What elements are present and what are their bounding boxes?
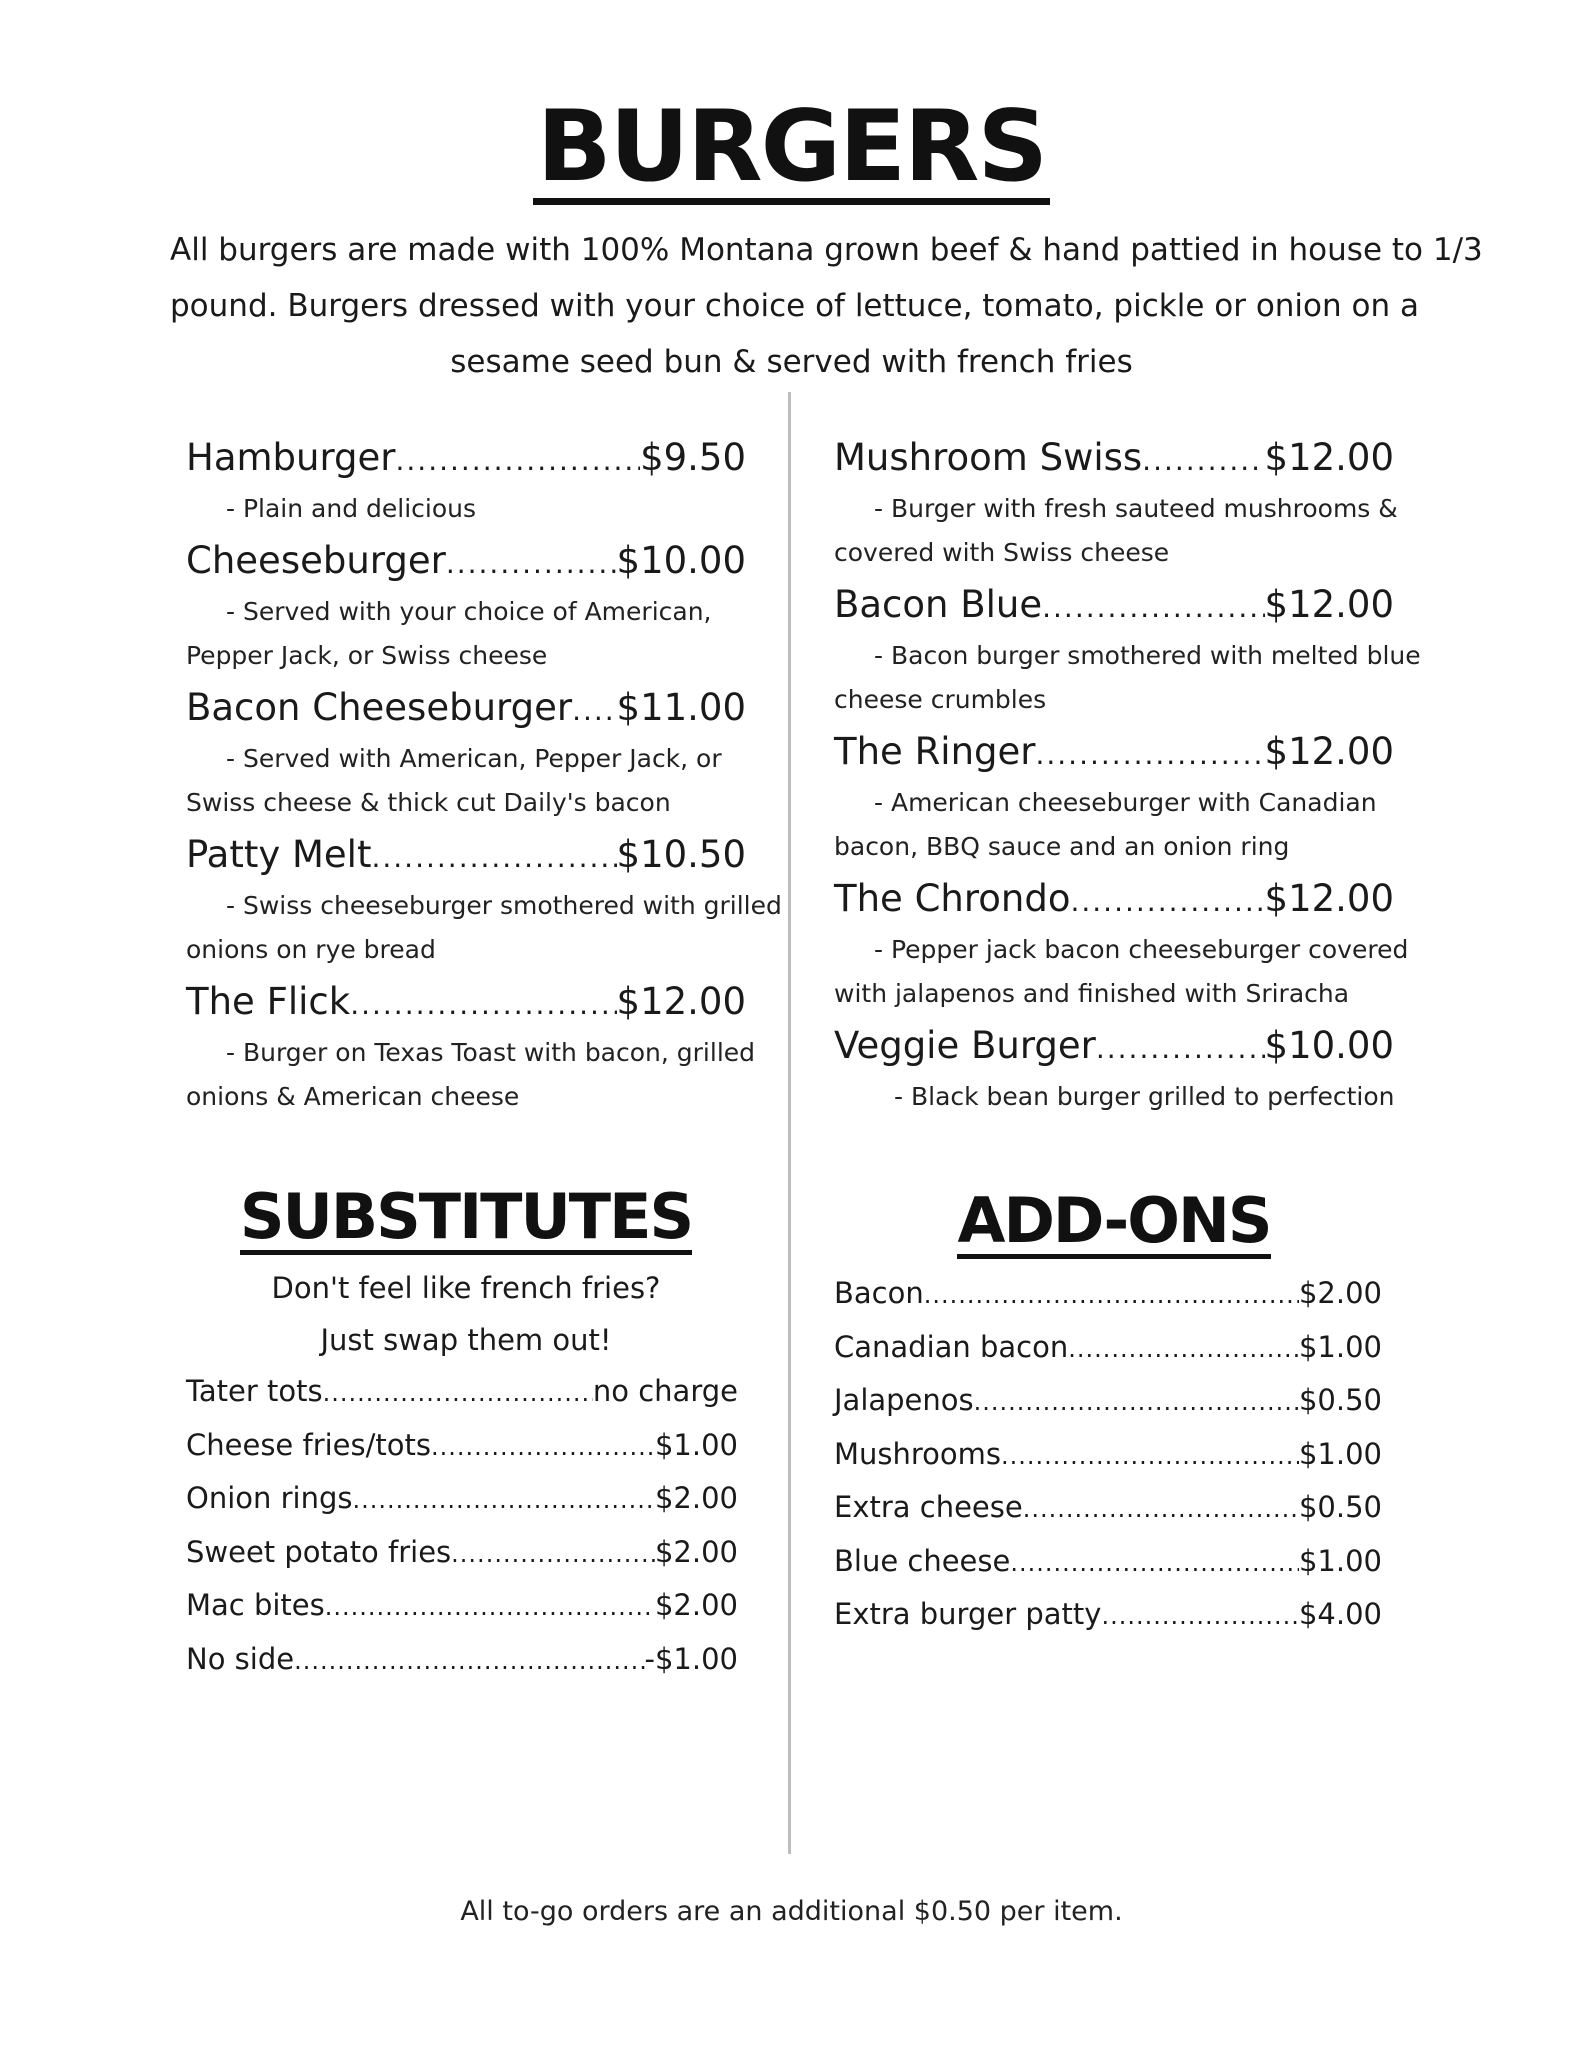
leader-dots: [446, 535, 617, 590]
leader-dots: [431, 1420, 655, 1474]
addon-item: [834, 1268, 1382, 1322]
leader-dots: [974, 1375, 1299, 1429]
item-name: Cheeseburger: [186, 539, 446, 582]
item-price: $12.00: [616, 980, 746, 1023]
addon-item: [834, 1322, 1382, 1376]
item-name: Hamburger: [186, 436, 396, 479]
leader-dots: [352, 1473, 654, 1527]
item-description: [834, 781, 1394, 869]
addon-item: [834, 1375, 1382, 1429]
page-title: [0, 90, 1583, 205]
description-line: - Burger with fresh sauteed mushrooms &: [874, 494, 1398, 523]
substitutes-note: [186, 1262, 746, 1366]
item-description: [834, 928, 1409, 1016]
title-text: BURGERS: [533, 98, 1050, 205]
leader-dots: [572, 682, 616, 737]
item-price: $10.00: [616, 539, 746, 582]
item-description: [834, 1075, 1394, 1119]
description-line: cheese crumbles: [834, 685, 1047, 714]
leader-dots: [1035, 726, 1264, 781]
addon-item: [834, 1429, 1382, 1483]
description-line: - American cheeseburger with Canadian: [874, 788, 1377, 817]
menu-item: [186, 976, 756, 1119]
note-line: Don't feel like french fries?: [271, 1271, 661, 1305]
item-name: Blue cheese: [834, 1543, 1011, 1578]
substitute-item: [186, 1634, 738, 1688]
item-price: $11.00: [616, 686, 746, 729]
item-description: [186, 1031, 756, 1119]
item-price: $2.00: [654, 1481, 738, 1515]
substitute-item: [186, 1366, 738, 1420]
substitutes-list: [186, 1366, 738, 1687]
item-price: $1.00: [1298, 1436, 1382, 1471]
item-name: Patty Melt: [186, 833, 372, 876]
intro-line: All burgers are made with 100% Montana grown beef & hand pattied in house to 1/3: [170, 232, 1483, 268]
leader-dots: [924, 1268, 1299, 1322]
leader-dots: [1023, 1482, 1299, 1536]
menu-item: [834, 579, 1421, 722]
menu-item: [834, 1020, 1394, 1119]
intro-line: pound. Burgers dressed with your choice of lettuce, tomato, pickle or onion on a: [170, 288, 1419, 324]
column-divider: [788, 392, 791, 1854]
burgers-left-column: [186, 432, 782, 1123]
item-price: -$1.00: [644, 1641, 738, 1676]
item-price: $10.00: [1264, 1024, 1394, 1067]
leader-dots: [350, 976, 616, 1031]
substitute-item: [186, 1580, 738, 1634]
leader-dots: [1070, 873, 1264, 928]
substitute-item: [186, 1473, 738, 1527]
intro-text: [170, 222, 1483, 390]
leader-dots: [396, 432, 641, 487]
note-line: Just swap them out!: [320, 1323, 612, 1357]
menu-item: [186, 682, 746, 825]
description-line: Pepper Jack, or Swiss cheese: [186, 641, 548, 670]
item-name: Canadian bacon: [834, 1329, 1069, 1364]
description-line: with jalapenos and finished with Sriracha: [834, 979, 1350, 1008]
item-name: Bacon: [834, 1276, 924, 1310]
item-name: Sweet potato fries: [186, 1534, 452, 1569]
leader-dots: [1101, 1589, 1299, 1643]
item-name: Mushroom Swiss: [834, 436, 1143, 479]
heading-text: ADD-ONS: [957, 1184, 1271, 1257]
item-price: $12.00: [1264, 877, 1394, 920]
leader-dots: [1010, 1536, 1299, 1590]
addons-list: [834, 1268, 1382, 1643]
item-price: $12.00: [1264, 730, 1394, 773]
menu-item: [834, 726, 1394, 869]
item-name: Jalapenos: [834, 1383, 974, 1417]
leader-dots: [294, 1634, 644, 1688]
leader-dots: [451, 1527, 655, 1581]
menu-item: [186, 535, 746, 678]
leader-dots: [1042, 579, 1264, 634]
description-line: - Plain and delicious: [226, 494, 477, 523]
item-name: Mac bites: [186, 1588, 325, 1622]
description-line: onions & American cheese: [186, 1082, 520, 1111]
addon-item: [834, 1482, 1382, 1536]
burgers-right-column: [834, 432, 1421, 1123]
leader-dots: [1096, 1020, 1265, 1075]
leader-dots: [1068, 1322, 1299, 1376]
item-price: $0.50: [1298, 1383, 1382, 1417]
description-line: - Black bean burger grilled to perfection: [894, 1082, 1395, 1111]
item-price: $2.00: [654, 1588, 738, 1622]
description-line: bacon, BBQ sauce and an onion ring: [834, 832, 1290, 861]
description-line: - Served with your choice of American,: [226, 597, 712, 626]
description-line: - Pepper jack bacon cheeseburger covered: [874, 935, 1409, 964]
item-name: Veggie Burger: [834, 1024, 1096, 1067]
description-line: - Swiss cheeseburger smothered with grilled: [226, 891, 782, 920]
item-description: [186, 487, 746, 531]
item-name: Cheese fries/tots: [186, 1427, 431, 1462]
item-price: $1.00: [1298, 1329, 1382, 1364]
substitute-item: [186, 1420, 738, 1474]
leader-dots: [1001, 1429, 1299, 1483]
leader-dots: [371, 829, 616, 884]
item-price: $2.00: [1298, 1276, 1382, 1310]
description-line: - Burger on Texas Toast with bacon, grilled: [226, 1038, 756, 1067]
item-price: $1.00: [654, 1427, 738, 1462]
item-name: The Flick: [186, 980, 351, 1023]
item-price: $1.00: [1298, 1543, 1382, 1578]
description-line: - Served with American, Pepper Jack, or: [226, 744, 722, 773]
item-price: no charge: [592, 1374, 738, 1408]
item-name: Tater tots: [186, 1374, 323, 1408]
leader-dots: [325, 1580, 655, 1634]
item-price: $2.00: [654, 1534, 738, 1569]
item-price: $9.50: [640, 436, 746, 479]
item-name: Bacon Cheeseburger: [186, 686, 573, 729]
menu-item: [186, 432, 746, 531]
item-description: [834, 487, 1398, 575]
item-price: $12.00: [1264, 436, 1394, 479]
item-price: $12.00: [1264, 583, 1394, 626]
item-name: No side: [186, 1641, 295, 1676]
item-name: Extra cheese: [834, 1490, 1023, 1524]
substitute-item: [186, 1527, 738, 1581]
addon-item: [834, 1536, 1382, 1590]
heading-text: SUBSTITUTES: [239, 1180, 693, 1253]
description-line: covered with Swiss cheese: [834, 538, 1170, 567]
addons-heading: [834, 1184, 1394, 1259]
description-line: onions on rye bread: [186, 935, 436, 964]
item-name: Bacon Blue: [834, 583, 1043, 626]
description-line: - Bacon burger smothered with melted blue: [874, 641, 1421, 670]
item-description: [834, 634, 1421, 722]
substitutes-heading: [186, 1180, 746, 1255]
footer-note: All to-go orders are an additional $0.50 per item.: [460, 1896, 1123, 1927]
item-price: $0.50: [1298, 1490, 1382, 1524]
menu-item: [186, 829, 782, 972]
item-description: [186, 884, 782, 972]
item-name: The Chrondo: [834, 877, 1071, 920]
item-description: [186, 590, 746, 678]
item-name: Extra burger patty: [834, 1597, 1102, 1631]
item-name: Onion rings: [186, 1481, 353, 1515]
addon-item: [834, 1589, 1382, 1643]
item-price: $4.00: [1298, 1597, 1382, 1631]
item-name: The Ringer: [834, 730, 1036, 773]
item-name: Mushrooms: [834, 1436, 1002, 1471]
intro-line: sesame seed bun & served with french fries: [450, 344, 1133, 380]
item-description: [186, 737, 746, 825]
item-price: $10.50: [616, 833, 746, 876]
leader-dots: [1142, 432, 1264, 487]
menu-item: [834, 873, 1409, 1016]
menu-item: [834, 432, 1398, 575]
leader-dots: [323, 1366, 593, 1420]
description-line: Swiss cheese & thick cut Daily's bacon: [186, 788, 671, 817]
